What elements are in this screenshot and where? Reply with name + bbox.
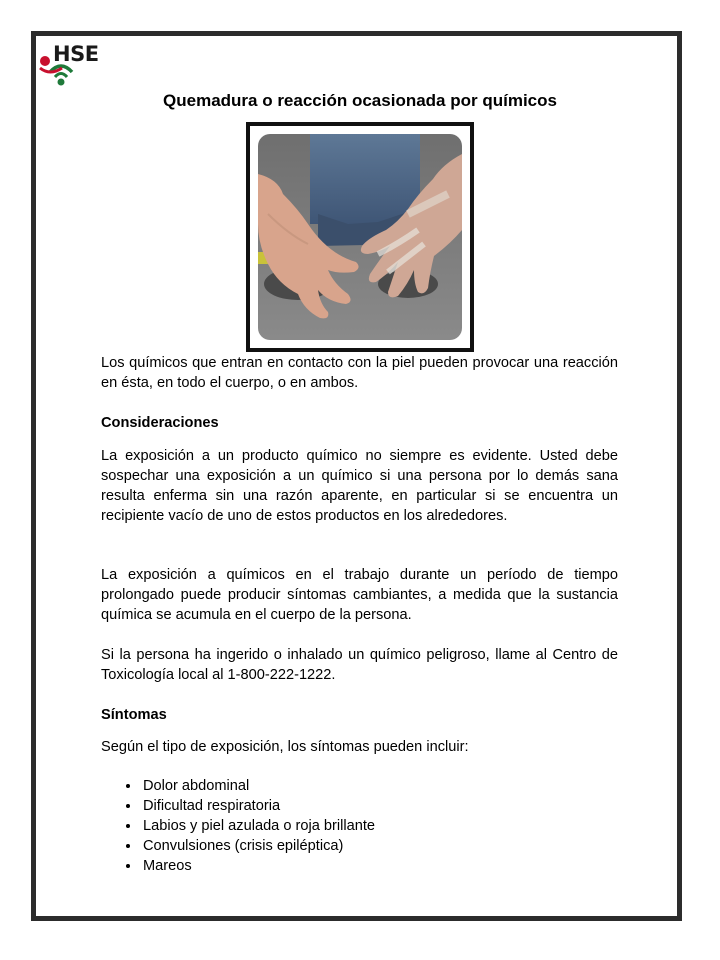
symptom-item: • Labios y piel azulada o roja brillante bbox=[141, 816, 375, 836]
symptom-item: • Dificultad respiratoria bbox=[141, 796, 375, 816]
hands-image bbox=[258, 134, 462, 340]
intro-paragraph: Los químicos que entran en contacto con la piel pueden provocar una reacción en ésta, en todo el cuerpo, o en ambos. bbox=[101, 355, 618, 391]
symptoms-list bbox=[101, 776, 375, 876]
hands-photo bbox=[246, 122, 474, 352]
symptoms-intro: Según el tipo de exposición, los síntomas pueden incluir: bbox=[101, 739, 469, 755]
considerations-paragraph-1: La exposición a un producto químico no siempre es evidente. Usted debe sospechar una exposición a un químico si una persona por lo demás sana resulta enferma sin una razón aparente, en particular si se encuentra un recipiente vacío de uno de estos productos en los alrededores. bbox=[101, 448, 618, 524]
logo-text: HSE bbox=[53, 42, 99, 66]
symptom-item: • Dolor abdominal bbox=[141, 776, 375, 796]
hse-logo bbox=[36, 42, 106, 90]
considerations-heading: Consideraciones bbox=[101, 415, 219, 431]
considerations-paragraph-2: La exposición a químicos en el trabajo durante un período de tiempo prolongado puede producir síntomas cambiantes, a medida que la sustancia química se acumula en el cuerpo de la persona. bbox=[101, 567, 618, 623]
page-title: Quemadura o reacción ocasionada por químicos bbox=[163, 91, 557, 110]
symptom-item: • Convulsiones (crisis epiléptica) bbox=[141, 836, 375, 856]
considerations-paragraph-3: Si la persona ha ingerido o inhalado un químico peligroso, llame al Centro de Toxicología local al 1-800-222-1222. bbox=[101, 647, 618, 683]
symptom-item: • Mareos bbox=[141, 856, 375, 876]
symptoms-heading: Síntomas bbox=[101, 707, 167, 723]
